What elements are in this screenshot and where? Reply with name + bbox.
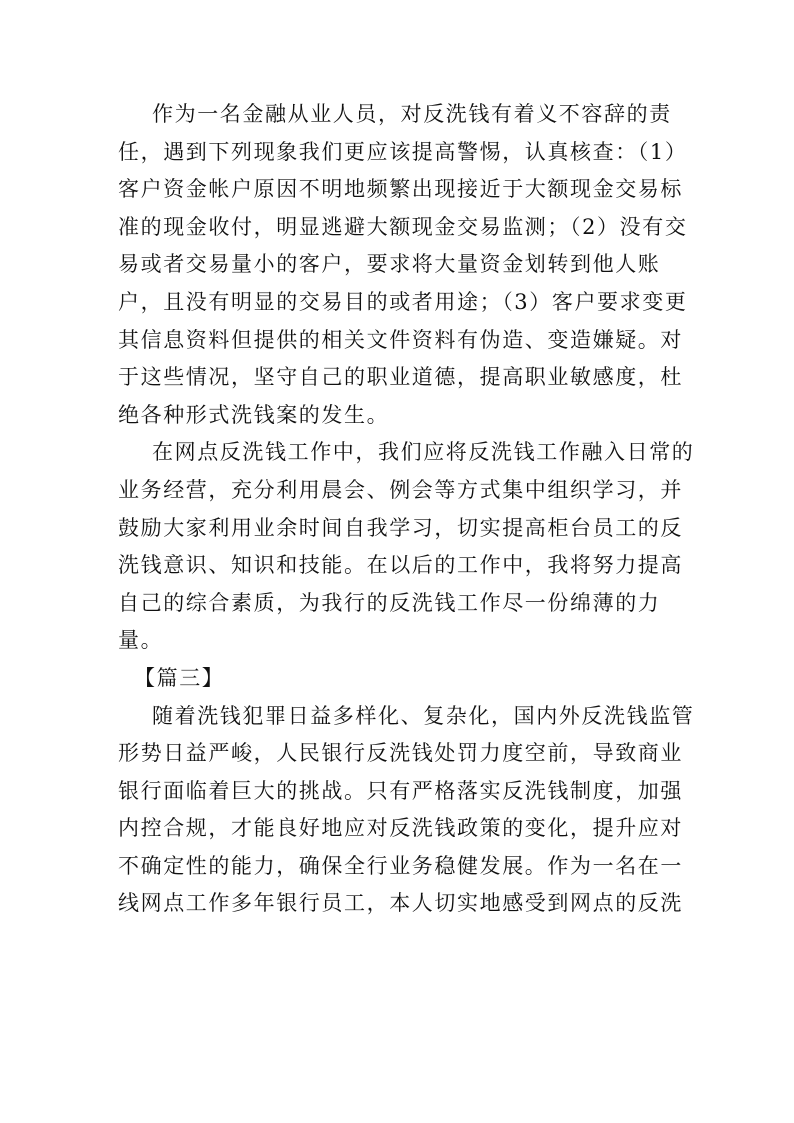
- text-line: 洗钱意识、知识和技能。在以后的工作中，我将努力提高: [118, 553, 683, 578]
- text-line: 任，遇到下列现象我们更应该提高警惕，认真核查：（1）: [118, 139, 688, 164]
- text-line: 客户资金帐户原因不明地频繁出现接近于大额现金交易标: [118, 177, 683, 202]
- text-line: 业务经营，充分利用晨会、例会等方式集中组织学习，并: [118, 477, 683, 502]
- text-line: 银行面临着巨大的挑战。只有严格落实反洗钱制度，加强: [118, 778, 683, 803]
- text-line: 于这些情况，坚守自己的职业道德，提高职业敏感度，杜: [118, 365, 683, 390]
- text-line: 绝各种形式洗钱案的发生。: [118, 402, 390, 427]
- text-line: 内控合规，才能良好地应对反洗钱政策的变化，提升应对: [118, 816, 683, 841]
- text-line: 自己的综合素质，为我行的反洗钱工作尽一份绵薄的力: [118, 590, 661, 615]
- text-line: 线网点工作多年银行员工，本人切实地感受到网点的反洗: [118, 891, 683, 916]
- text-line: 鼓励大家利用业余时间自我学习，切实提高柜台员工的反: [118, 515, 683, 540]
- text-line: 形势日益严峻，人民银行反洗钱处罚力度空前，导致商业: [118, 741, 683, 766]
- text-line: 户，且没有明显的交易目的或者用途；（3）客户要求变更: [118, 289, 688, 314]
- text-line: 在网点反洗钱工作中，我们应将反洗钱工作融入日常的: [152, 440, 695, 465]
- text-line: 其信息资料但提供的相关文件资料有伪造、变造嫌疑。对: [118, 327, 683, 352]
- text-line: 作为一名金融从业人员，对反洗钱有着义不容辞的责: [152, 102, 672, 126]
- section-heading: 【篇三】: [134, 665, 225, 690]
- document-page: [118, 96, 695, 923]
- text-line: 易或者交易量小的客户，要求将大量资金划转到他人账: [118, 252, 661, 277]
- text-line: 不确定性的能力，确保全行业务稳健发展。作为一名在一: [118, 853, 683, 878]
- paragraph-1: [118, 96, 688, 434]
- text-line: 量。: [118, 628, 164, 653]
- text-line: 随着洗钱犯罪日益多样化、复杂化，国内外反洗钱监管: [152, 703, 695, 728]
- paragraph-2: [118, 434, 695, 660]
- text-line: 准的现金收付，明显逃避大额现金交易监测；（2）没有交: [118, 214, 688, 239]
- paragraph-3: [118, 698, 695, 924]
